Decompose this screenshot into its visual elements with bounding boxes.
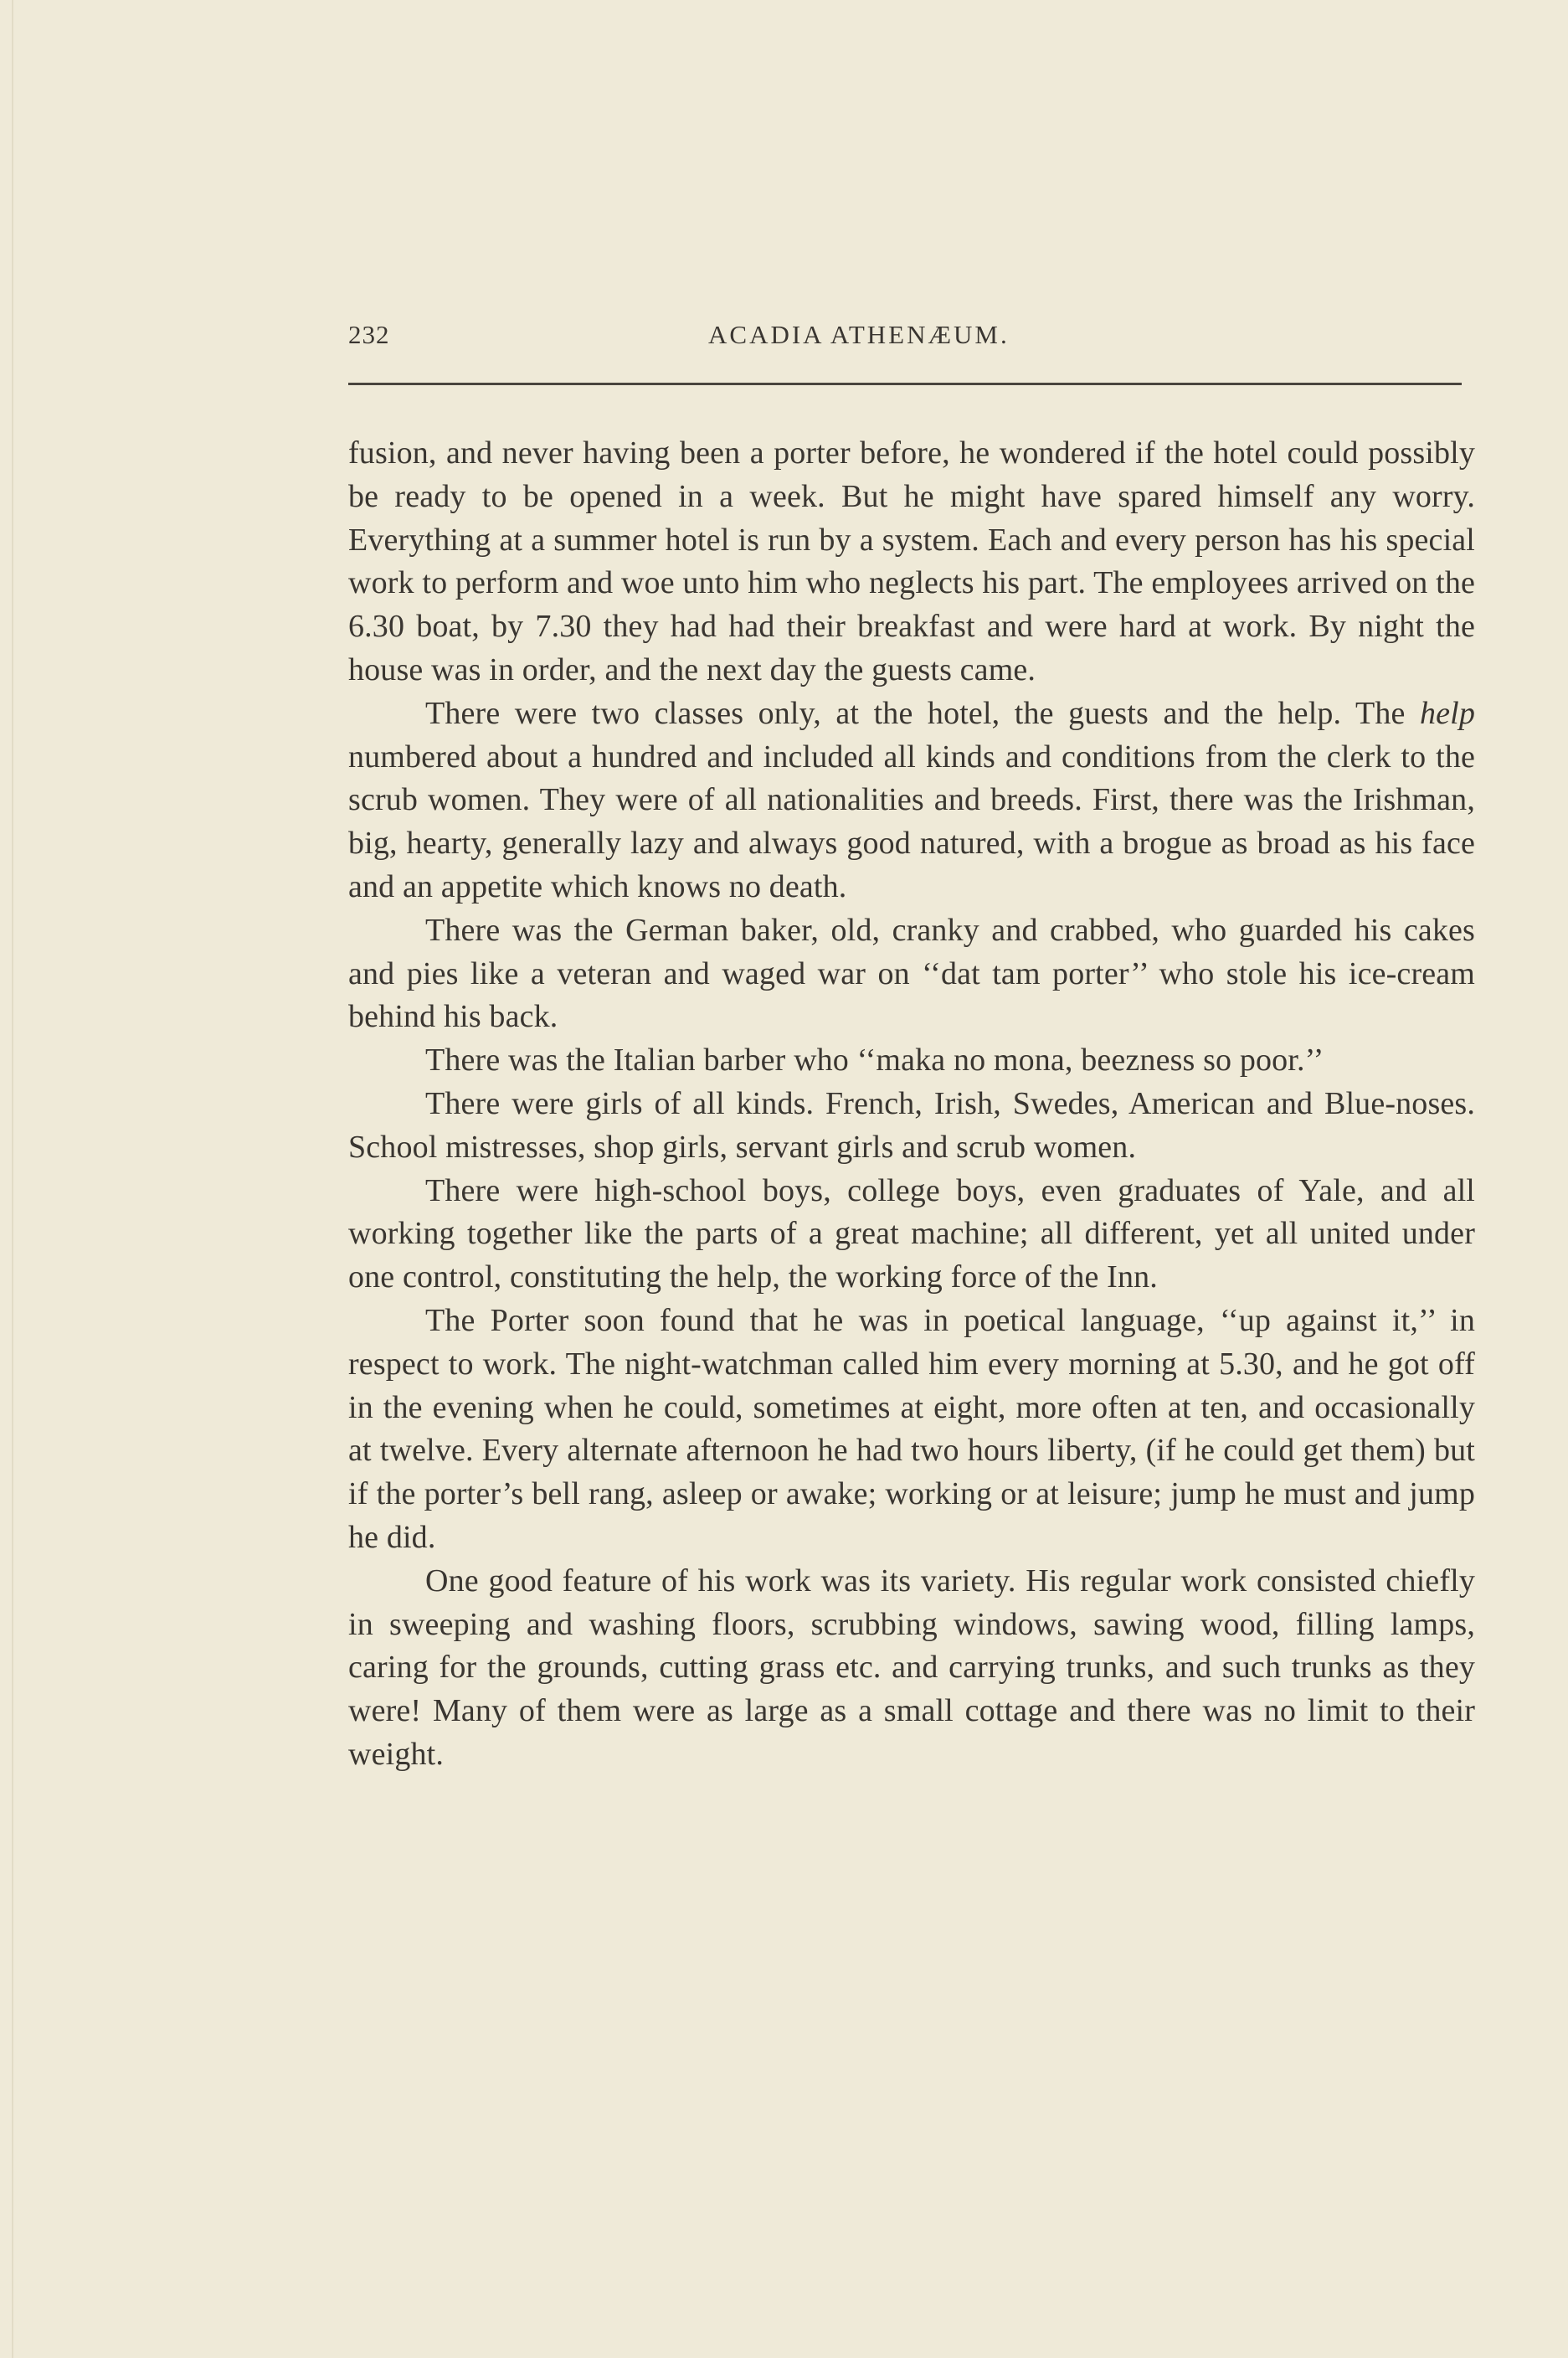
page-number: 232 <box>348 320 390 349</box>
article-body <box>348 432 1475 1777</box>
paragraph-italian-barber: There was the Italian barber who ‘‘maka no mona, beezness so poor.’’ <box>425 1043 1324 1079</box>
paragraph-variety: One good feature of his work was its variety. His regular work consisted chiefly in sweeping and washing floors, scrubbing windows, sawing wood, filling lamps, caring for the grounds, cutting grass etc. and carrying trunks, and such trunks as they were! Many of them were as large as a small cottage and there was no limit to their weight. <box>348 1563 1475 1772</box>
paragraph-porter-work: The Porter soon found that he was in poetical language, ‘‘up against it,’’ in respect to work. The night-watchman called him every morning at 5.30, and he got off in the evening when he could, sometimes at eight, more often at ten, and occasionally at twelve. Every alternate afternoon he had two hours liberty, (if he could get them) but if the porter’s bell rang, asleep or awake; working or at leisure; jump he must and jump he did. <box>348 1302 1475 1555</box>
header-rule <box>348 383 1462 385</box>
paragraph-text: numbered about a hundred and included all kinds and conditions from the clerk to the scrub women. They were of all nationalities and breeds. First, there was the Irishman, big, hearty, generally lazy and always good natured, with a brogue as broad as his face and an appetite which knows no death. <box>348 739 1475 904</box>
paragraph-text: There were two classes only, at the hotel, the guests and the help. The <box>425 695 1420 731</box>
running-title: ACADIA ATHENÆUM. <box>708 320 1010 349</box>
paragraph-girls: There were girls of all kinds. French, Irish, Swedes, American and Blue-noses. School mistresses, shop girls, servant girls and scrub women. <box>348 1085 1475 1165</box>
paragraph-boys: There were high-school boys, college boys, even graduates of Yale, and all working together like the parts of a great machine; all different, yet all united under one control, constituting the help, the working force of the Inn. <box>348 1172 1475 1295</box>
paragraph-classes <box>348 692 1475 909</box>
paragraph-continued: fusion, and never having been a porter before, he wondered if the hotel could possibly be ready to be opened in a week. But he might have spared himself any worry. Everything at a summer hotel is run by a system. Each and every person has his special work to perform and woe unto him who neglects his part. The employees arrived on the 6.30 boat, by 7.30 they had had their breakfast and were hard at work. By night the house was in order, and the next day the guests came. <box>348 435 1475 687</box>
paragraph-german-baker: There was the German baker, old, cranky and crabbed, who guarded his cakes and pies like a veteran and waged war on ‘‘dat tam porter’’ who stole his ice-cream behind his back. <box>348 912 1475 1035</box>
page-edge <box>12 0 13 2358</box>
italic-help: help <box>1419 695 1475 731</box>
running-header <box>348 320 1462 353</box>
